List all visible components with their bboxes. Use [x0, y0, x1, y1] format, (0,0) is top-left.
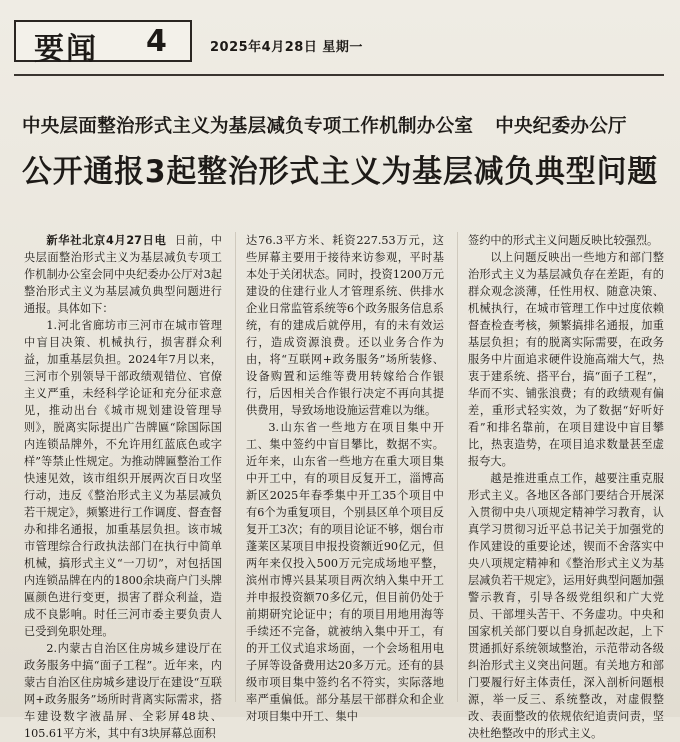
masthead — [14, 14, 664, 66]
sub-headline — [22, 112, 662, 138]
section-name: 要闻 — [34, 32, 98, 67]
paragraph: 2.内蒙古自治区住房城乡建设厅在政务服务中搞“面子工程”。近年来，内蒙古自治区住房城乡建设厅在建设“互联网+政务服务”场所时背离实际需求，搭车建设数字液晶屏、全彩屏48块、105.61平方米，其中有3块屏幕总面积 — [24, 642, 222, 740]
paragraph-text: 日前，中央层面整治形式主义为基层减负专项工作机制办公室会同中央纪委办公厅对3起整治形式主义为基层减负典型问题进行通报。具体如下： — [24, 234, 222, 315]
paragraph — [24, 232, 222, 317]
sub-headline-left: 中央层面整治形式主义为基层减负专项工作机制办公室 — [22, 116, 474, 137]
issue-date: 2025年4月28日 星期一 — [210, 40, 363, 55]
column-divider — [457, 232, 458, 702]
section-label-box — [14, 20, 192, 67]
paragraph: 3.山东省一些地方在项目集中开工、集中签约中盲目攀比，数据不实。近年来，山东省一些地方在重大项目集中开工中，有的项目反复开工，淄博高新区2025年春季集中开工35个项目中有6个为重复项目，个别县区单个项目反复开工3次；有的项目论证不够，烟台市蓬莱区某项目申报投资额近90亿元，但两年来仅投入500万元完成场地平整，滨州市博兴县某项目两次纳入集中开工并申报投资额70多亿元，但目前仍处于前期研究论证中；有的项目用地用海等手续还不完备，就被纳入集中开工，有的开工仪式追求场面，一个会场租用电子屏等设备费用达20多万元。还有的县级市项目集中签约名不符实，实际落地率严重偏低。部分基层干部群众和企业对项目集中开工、集中 — [246, 421, 444, 723]
paragraph: 1.河北省廊坊市三河市在城市管理中盲目决策、机械执行，损害群众利益，加重基层负担。2024年7月以来，三河市个别领导干部政绩观错位、官僚主义严重，未经科学论证和充分征求意见，推动出台《城市规划建设管理导则》，脱离实际提出广告牌匾“除国际国内连锁品牌外，不允许用红蓝底色或字样”等禁止性规定。为推动牌匾整治工作快速见效，该市组织开展两次百日攻坚行动，违反《整治形式主义为基层减负若干规定》，频繁进行工作调度、督查督办和排名通报，加重基层负担。该市城市管理综合行政执法部门在执行中简单机械，搞形式主义“一刀切”，对包括国内连锁品牌在内的1800余块商户门头牌匾颜色进行变更，损害了群众利益，造成不良影响。时任三河市委主要负责人已受到免职处理。 — [24, 319, 222, 638]
article-column-2 — [246, 232, 444, 723]
masthead-rule — [14, 74, 664, 76]
article-column-1 — [24, 232, 222, 740]
sub-headline-right: 中央纪委办公厅 — [495, 116, 627, 137]
article-column-3 — [468, 232, 664, 740]
headline: 公开通报3起整治形式主义为基层减负典型问题 — [22, 154, 659, 190]
paragraph: 越是推进重点工作，越要注重克服形式主义。各地区各部门要结合开展深入贯彻中央八项规定精神学习教育，认真学习贯彻习近平总书记关于加强党的作风建设的重要论述，锲而不舍落实中央八项规定精神和《整治形式主义为基层减负若干规定》，运用好典型问题加强警示教育，引导各级党组织和广大党员、干部埋头苦干、不务虚功。中央和国家机关部门要以自身抓起改起，上下贯通抓好系统领域整治，示范带动各级纠治形式主义突出问题。有关地方和部门要履行好主体责任，深入剖析问题根源，举一反三、系统整改，对虚假整改、表面整改的依规依纪追责问责，坚决杜绝整改中的形式主义。 — [468, 472, 664, 740]
column-divider — [235, 232, 236, 702]
page-number: 4 — [146, 24, 167, 59]
paragraph: 以上问题反映出一些地方和部门整治形式主义为基层减负存在差距，有的群众观念淡薄，任性用权、随意决策、机械执行，在城市管理工作中过度依赖督查检查考核，频繁搞排名通报，加重基层负担；有的脱离实际需要，在政务服务中片面追求硬件设施高端大气，热衷于建系统、搭平台，搞“面子工程”，华而不实、铺张浪费；有的政绩观有偏差，重形式轻实效，为了数据“好听好看”和排名靠前，在项目建设中盲目攀比，热衷造势，在项目追求数量甚至虚报夸大。 — [468, 251, 664, 468]
paragraph: 签约中的形式主义问题反映比较强烈。 — [468, 234, 659, 247]
dateline: 新华社北京4月27日电 — [46, 234, 167, 247]
paragraph: 达76.3平方米、耗资227.53万元，这些屏幕主要用于接待来访参观，平时基本处于关闭状态。同时，投资1200万元建设的住建行业人才管理系统、供排水企业日常监管系统等6个政务服务信息系统，有的建成后就停用，有的未有效运行，造成资源浪费。还以业务合作为由，将“互联网+政务服务”场所装修、设备购置和运维等费用转嫁给合作银行，后因相关合作银行决定不再向其提供费用，导致场地设施运营难以为继。 — [246, 234, 444, 417]
